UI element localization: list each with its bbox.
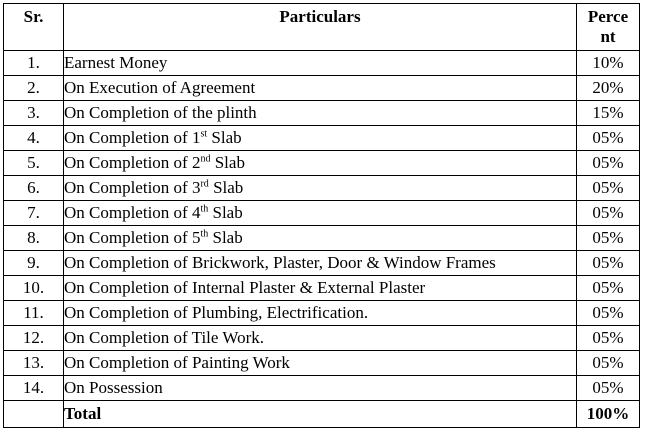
table-row	[4, 326, 640, 351]
row-particular-text: On Completion of Plumbing, Electrification.	[64, 303, 369, 322]
total-sr-cell	[4, 401, 64, 428]
table-row	[4, 351, 640, 376]
row-sr: 9.	[4, 251, 64, 276]
row-particular-suffix: Slab	[207, 128, 242, 147]
row-particular	[64, 326, 577, 351]
row-particular-text: On Completion of 4	[64, 203, 201, 222]
table-row	[4, 51, 640, 76]
row-percent: 05%	[577, 376, 640, 401]
row-particular-text: On Completion of Painting Work	[64, 353, 290, 372]
row-particular-text: On Completion of Tile Work.	[64, 328, 264, 347]
row-particular	[64, 301, 577, 326]
row-particular-text: Earnest Money	[64, 53, 168, 72]
table-body	[4, 51, 640, 401]
payment-schedule-table	[3, 3, 640, 428]
row-particular-text: On Completion of 3	[64, 178, 201, 197]
row-percent: 05%	[577, 301, 640, 326]
table-row	[4, 301, 640, 326]
row-ordinal-suffix: st	[200, 128, 208, 140]
row-percent: 05%	[577, 176, 640, 201]
header-percent	[577, 4, 640, 51]
row-percent: 05%	[577, 251, 640, 276]
row-ordinal-suffix: nd	[200, 153, 211, 165]
row-particular	[64, 251, 577, 276]
row-percent: 05%	[577, 151, 640, 176]
row-sr: 8.	[4, 226, 64, 251]
row-percent: 10%	[577, 51, 640, 76]
row-sr: 14.	[4, 376, 64, 401]
row-sr: 12.	[4, 326, 64, 351]
table-row	[4, 126, 640, 151]
row-particular	[64, 351, 577, 376]
row-particular	[64, 76, 577, 101]
row-percent: 20%	[577, 76, 640, 101]
row-percent: 05%	[577, 351, 640, 376]
row-particular	[64, 226, 577, 251]
total-percent: 100%	[577, 401, 640, 428]
row-sr: 2.	[4, 76, 64, 101]
row-particular-text: On Completion of 2	[64, 153, 201, 172]
row-particular	[64, 126, 577, 151]
row-particular-text: On Completion of 5	[64, 228, 201, 247]
table-row	[4, 101, 640, 126]
row-particular-suffix: Slab	[210, 153, 245, 172]
table-row	[4, 226, 640, 251]
row-particular-text: On Possession	[64, 378, 163, 397]
table-row	[4, 276, 640, 301]
header-particulars: Particulars	[64, 4, 577, 51]
row-particular-text: On Execution of Agreement	[64, 78, 256, 97]
row-percent: 05%	[577, 326, 640, 351]
table-row	[4, 151, 640, 176]
row-particular-text: On Completion of Brickwork, Plaster, Door & Window Frames	[64, 253, 496, 272]
row-particular-suffix: Slab	[208, 178, 244, 197]
row-particular-text: On Completion of Internal Plaster & External Plaster	[64, 278, 426, 297]
row-sr: 4.	[4, 126, 64, 151]
row-sr: 3.	[4, 101, 64, 126]
row-percent: 15%	[577, 101, 640, 126]
row-percent: 05%	[577, 226, 640, 251]
table-row	[4, 201, 640, 226]
row-percent: 05%	[577, 126, 640, 151]
row-particular	[64, 101, 577, 126]
header-percent-label: Percent	[587, 7, 629, 46]
row-particular	[64, 376, 577, 401]
row-ordinal-suffix: th	[200, 228, 209, 240]
table-row	[4, 76, 640, 101]
table-header-row	[4, 4, 640, 51]
row-sr: 7.	[4, 201, 64, 226]
row-particular	[64, 201, 577, 226]
row-particular-text: On Completion of the plinth	[64, 103, 257, 122]
row-sr: 11.	[4, 301, 64, 326]
row-percent: 05%	[577, 201, 640, 226]
row-particular	[64, 51, 577, 76]
row-particular-suffix: Slab	[208, 203, 243, 222]
total-label: Total	[64, 401, 577, 428]
table-row	[4, 376, 640, 401]
row-particular-suffix: Slab	[208, 228, 243, 247]
row-particular-text: On Completion of 1	[64, 128, 201, 147]
table-row	[4, 176, 640, 201]
row-sr: 1.	[4, 51, 64, 76]
row-sr: 10.	[4, 276, 64, 301]
row-sr: 5.	[4, 151, 64, 176]
row-ordinal-suffix: th	[200, 203, 209, 215]
row-particular	[64, 176, 577, 201]
total-row	[4, 401, 640, 428]
row-particular	[64, 276, 577, 301]
row-sr: 13.	[4, 351, 64, 376]
row-particular	[64, 151, 577, 176]
row-percent: 05%	[577, 276, 640, 301]
row-ordinal-suffix: rd	[200, 178, 209, 190]
header-sr: Sr.	[4, 4, 64, 51]
table-row	[4, 251, 640, 276]
row-sr: 6.	[4, 176, 64, 201]
